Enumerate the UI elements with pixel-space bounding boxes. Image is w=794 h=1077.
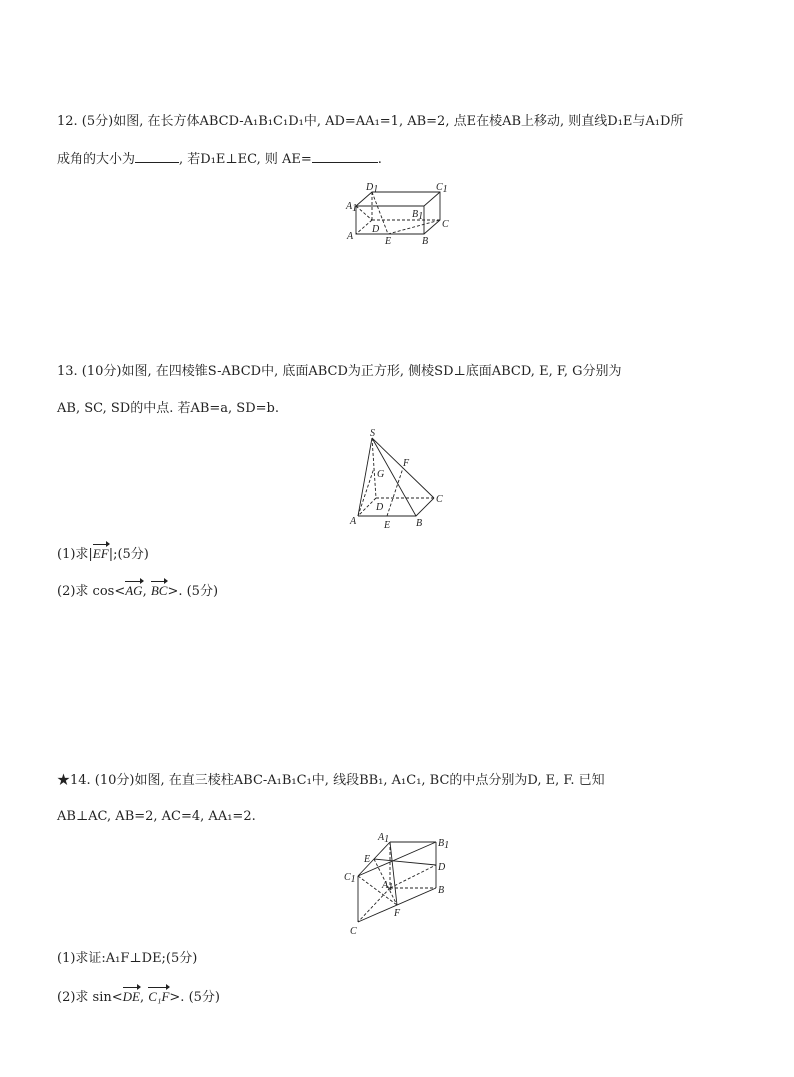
problem-12-text-c: . [377,152,382,167]
problem-12-text-a: 成角的大小为 [57,152,136,167]
problem-12-line-1: 12. (5分)如图, 在长方体ABCD-A₁B₁C₁D₁中, AD=AA₁=1, AB=2, 点E在棱AB上移动, 则直线D₁E与A₁D所 [57,114,684,129]
label-E: E [364,854,371,865]
label-A: A [347,231,354,242]
label-C: C [436,494,443,505]
prism-figure [342,830,462,938]
label-C: C [350,926,357,937]
problem-14-line-1: ★14. (10分)如图, 在直三棱柱ABC-A₁B₁C₁中, 线段BB₁, A₁C₁, BC的中点分别为D, E, F. 已知 [57,773,605,788]
label-A1: A1 [378,832,390,845]
label-A: A [350,516,357,527]
q2-suffix: >. (5分) [167,584,219,599]
q2-prefix: (2)求 cos< [57,584,126,599]
label-B: B [422,236,429,247]
label-F: F [394,908,401,919]
vector-EF: EF [92,546,109,561]
label-G: G [377,469,385,480]
label-B1: B1 [438,838,450,851]
problem-13-line-1: 13. (10分)如图, 在四棱锥S-ABCD中, 底面ABCD为正方形, 侧棱SD⊥底面ABCD, E, F, G分别为 [57,364,622,379]
problem-12-line-2 [57,150,382,169]
answer-blank-1[interactable] [135,150,179,163]
pyramid-figure [348,428,448,534]
problem-13-question-2: (2)求 cos<AG, BC>. (5分) [57,583,219,599]
problem-14-question-2: (2)求 sin<DE, C₁F>. (5分) [57,989,220,1005]
problem-14-question-1: (1)求证:A₁F⊥DE;(5分) [57,951,198,966]
label-B1: B1 [412,209,424,222]
label-D: D [372,224,380,235]
label-A1: A1 [346,201,358,214]
problem-13-question-1 [57,545,149,564]
vector-AG: AG [125,583,143,598]
label-C1: C1 [344,872,356,885]
problem-12-text-b: , 若D₁E⊥EC, 则 AE= [179,152,312,167]
label-C: C [442,219,449,230]
answer-blank-2[interactable] [312,150,378,163]
label-B: B [438,885,445,896]
vector-DE: DE [122,989,140,1004]
problem-14-line-2: AB⊥AC, AB=2, AC=4, AA₁=2. [57,809,256,824]
q1-prefix: (1)求| [57,547,93,562]
q2-suffix: >. (5分) [169,990,220,1005]
vector-BC: BC [150,583,168,598]
label-D: D [438,862,446,873]
vector-C1F: C₁F [148,989,170,1004]
label-D1: D1 [366,182,379,195]
cuboid-figure [344,182,454,252]
label-F: F [403,458,410,469]
problem-13-line-2: AB, SC, SD的中点. 若AB=a, SD=b. [57,401,279,416]
label-E: E [385,236,392,247]
q2-prefix: (2)求 sin< [57,990,123,1005]
label-S: S [370,428,375,439]
q1-suffix: |;(5分) [108,547,149,562]
label-D: D [376,502,384,513]
label-A: A1 [382,880,394,893]
label-B: B [416,518,423,529]
label-E: E [384,520,391,531]
label-C1: C1 [436,182,448,195]
